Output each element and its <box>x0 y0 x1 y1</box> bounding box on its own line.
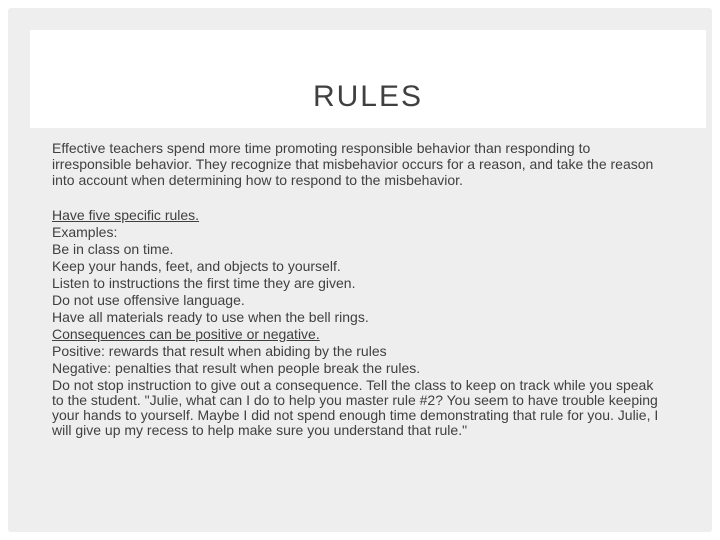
rule-item: Be in class on time. <box>52 241 174 257</box>
intro-paragraph: Effective teachers spend more time promoting responsible behavior than responding to irresponsible behavior. They recognize that misbehavior occurs for a reason, and take the reason into account when determining how to respond to the misbehavior. <box>52 140 654 188</box>
slide-title: RULES <box>312 80 424 113</box>
title-box <box>30 30 706 128</box>
consequences-heading: Consequences can be positive or negative. <box>52 326 320 342</box>
rules-list <box>52 207 664 377</box>
examples-label: Examples: <box>52 224 118 240</box>
positive-consequence: Positive: rewards that result when abiding by the rules <box>52 343 387 359</box>
consequence-guidance-paragraph: Do not stop instruction to give out a consequence. Tell the class to keep on track while you speak to the student. "Julie, what can I do to help you master rule #2? You seem to have trouble keeping your hands to yourself. Maybe I did not spend enough time demonstrating that rule for you. Julie, I will give up my recess to help make sure you understand that rule." <box>52 377 659 438</box>
rule-item: Have all materials ready to use when the bell rings. <box>52 309 369 325</box>
rule-item: Keep your hands, feet, and objects to yourself. <box>52 258 341 274</box>
rule-item: Listen to instructions the first time they are given. <box>52 275 356 291</box>
slide-body <box>52 140 664 438</box>
paragraph-gap <box>52 188 664 207</box>
negative-consequence: Negative: penalties that result when people break the rules. <box>52 360 421 376</box>
rule-item: Do not use offensive language. <box>52 292 245 308</box>
rules-heading: Have five specific rules. <box>52 207 200 223</box>
